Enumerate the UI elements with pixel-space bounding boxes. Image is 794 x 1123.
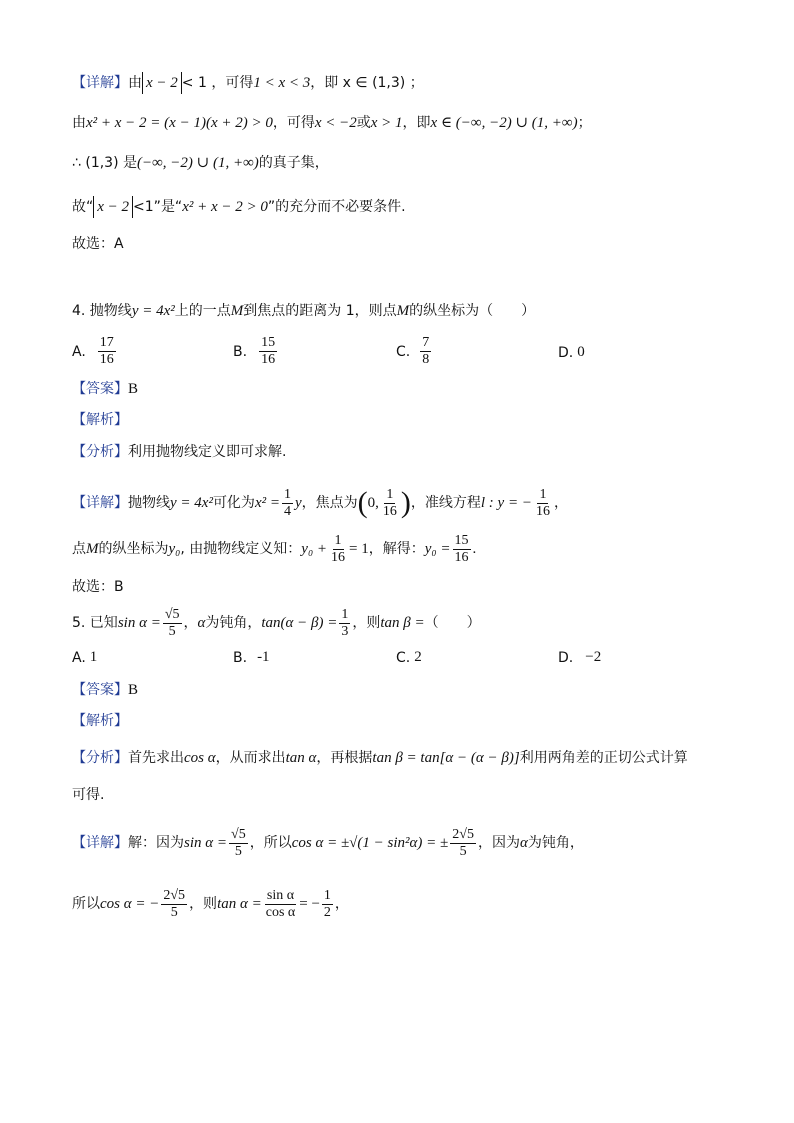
q5-answer: 【答案】 B: [72, 682, 139, 698]
detail-tag: 【详解】: [72, 75, 128, 91]
fraction: $\frac{15}{16}$: [261, 335, 276, 367]
abs-expression: x − 2: [93, 196, 133, 218]
fraction: $\frac{1}{3}$: [341, 606, 349, 639]
fraction: $\frac{2√5}{5}$: [452, 826, 474, 859]
q5-detail-2: 所以 cos α = − $\frac{2√5}{5}$ ，则 tan α = $\frac{\text{sin α}}{\text{cos α}}$ = − $\frac{1}{2}$ ，: [72, 887, 349, 920]
q4-option-d: D. 0: [558, 344, 585, 361]
q5-option-a: A. 1: [72, 649, 98, 666]
q4-choice: 故选：B: [72, 579, 124, 595]
q4-option-b: B. $\frac{15}{16}$: [233, 335, 276, 367]
fraction: $\frac{1}{2}$: [323, 887, 331, 920]
fraction: $\frac{17}{16}$: [99, 335, 114, 367]
fraction: $\frac{7}{8}$: [422, 335, 430, 367]
fraction: $\frac{√5}{5}$: [231, 826, 246, 859]
q4-answer: 【答案】 B: [72, 381, 139, 397]
p3-choice: 故选：A: [72, 236, 124, 252]
fraction: $\frac{2√5}{5}$: [163, 887, 186, 920]
q4-analysis: 【分析】 利用抛物线定义即可求解.: [72, 444, 287, 460]
fraction: $\frac{1}{16}$: [535, 486, 550, 519]
p3-line2: 由 x² + x − 2 = (x − 1)(x + 2) > 0 ，可得 x < −2 或 x > 1 ，即 x ∈ (−∞, −2) ∪ (1, +∞) ；: [72, 115, 592, 131]
q5-option-b: B. -1: [233, 649, 270, 666]
abs-expression: x − 2: [142, 72, 182, 94]
q5-option-c: C. 2: [396, 649, 422, 666]
p3-line3: ∴ (1,3) 是 (−∞, −2) ∪ (1, +∞) 的真子集，: [72, 155, 329, 171]
q5-stem: 5. 已知 sin α = $\frac{√5}{5}$ ， α 为钝角， tan(α − β) = $\frac{1}{3}$ ，则 tan β = （ ）: [72, 606, 481, 639]
q4-stem: 4. 抛物线 y = 4x² 上的一点 M 到焦点的距离为 1，则点 M 的纵坐标为（ ）: [72, 303, 536, 319]
q5-analysis-head: 【解析】: [72, 713, 128, 729]
fraction: $\frac{1}{4}$: [283, 486, 291, 519]
q4-detail-1: 【详解】 抛物线 y = 4x² 可化为 x² = $\frac{1}{4}$ y ，焦点为 ( 0, $\frac{1}{16}$ ) ，准线方程 l : y = − $\frac{1}{16}$ ，: [72, 486, 568, 519]
q4-option-c: C. $\frac{7}{8}$: [396, 335, 430, 367]
fraction: $\frac{1}{16}$: [382, 486, 397, 519]
q4-detail-2: 点 M 的纵坐标为 y₀ , 由抛物线定义知： y₀ + $\frac{1}{16}$ = 1 ，解得： y₀ = $\frac{15}{16}$ .: [72, 532, 477, 565]
p3-line1: 【详解】 由 x − 2 < 1 ，可得 1 < x < 3 ，即 x ∈ (1,3) ；: [72, 72, 424, 94]
q5-detail-1: 【详解】 解：因为 sin α = $\frac{√5}{5}$ ，所以 cos α = ±√(1 − sin²α) = ± $\frac{2√5}{5}$ ，因为 α 为钝角，: [72, 826, 584, 859]
fraction: $\frac{15}{16}$: [454, 532, 469, 565]
fraction: $\frac{1}{16}$: [331, 532, 346, 565]
q5-analysis-2: 可得.: [72, 787, 105, 803]
p3-line4: 故“ x − 2 <1”是“ x² + x − 2 > 0 ”的充分而不必要条件.: [72, 196, 406, 218]
q4-option-a: A. $\frac{17}{16}$: [72, 335, 114, 367]
q4-analysis-head: 【解析】: [72, 412, 128, 428]
q5-option-d: D. −2: [558, 649, 602, 666]
q5-analysis-1: 【分析】 首先求出 cos α ，从而求出 tan α ，再根据 tan β = tan[α − (α − β)] 利用两角差的正切公式计算: [72, 750, 688, 766]
fraction: $\frac{√5}{5}$: [164, 606, 180, 639]
fraction: $\frac{\text{sin α}}{\text{cos α}}$: [265, 887, 296, 920]
